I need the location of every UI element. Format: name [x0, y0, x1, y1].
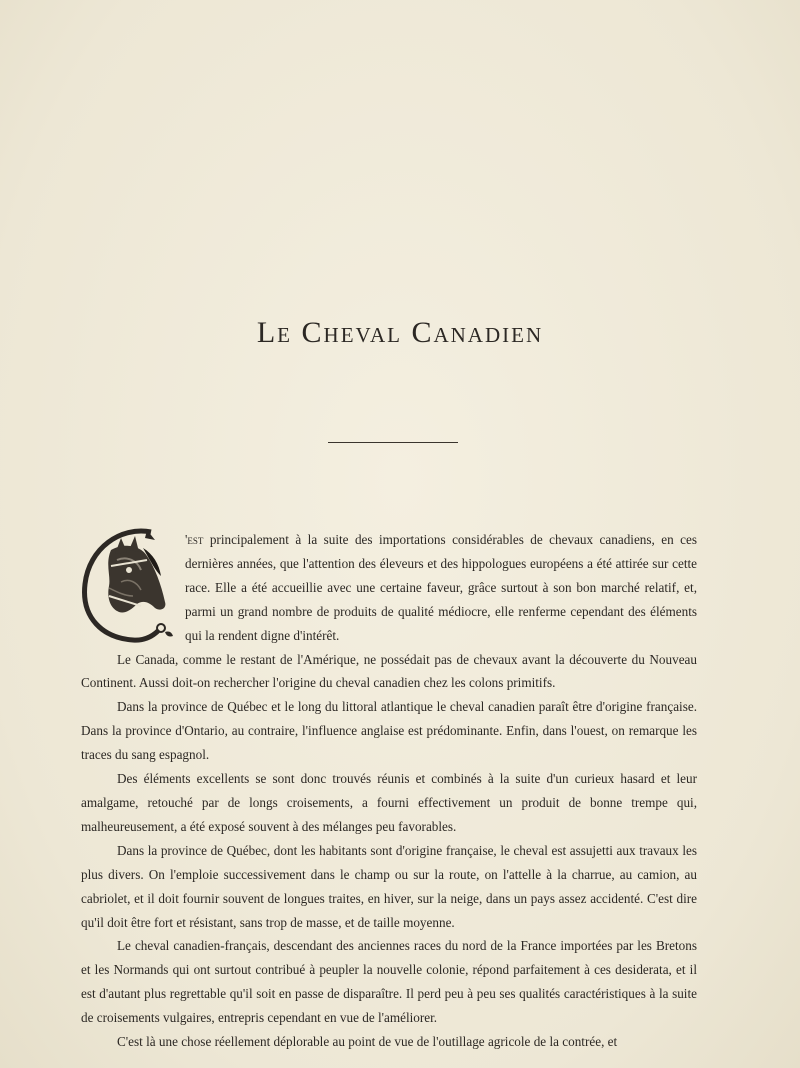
paragraph-4: Des éléments excellents se sont donc trouvés réunis et combinés à la suite d'un curieux hasard et leur amalgame, retouché par de longs croisements, a fourni effectivement un produit de bonne trempe qui, malheureusement, a été exposé souvent à des mélanges peu favorables.	[81, 771, 697, 834]
paragraph-7: C'est là une chose réellement déplorable au point de vue de l'outillage agricole de la contrée, et	[117, 1034, 618, 1050]
paragraph-1-text: principalement à la suite des importations considérables de chevaux canadiens, en ces dernières années, que l'attention des éleveurs et des hippologues européens a été attirée sur cette race. Elle a été accueillie avec une certaine faveur, grâce surtout à son bon marché relatif, et, parmi un grand nombre de produits de qualité médiocre, elle renferme cependant des éléments qui la rendent digne d'intérêt.	[185, 532, 697, 643]
paragraph-6: Le cheval canadien-français, descendant des anciennes races du nord de la France importées par les Bretons et les Normands qui ont surtout contribué à peupler la nouvelle colonie, répond parfaitement à ces desiderata, et il est d'autant plus regrettable qu'il soit en passe de disparaître. Il perd peu à peu ses qualités caractéristiques à la suite de croisements vulgaires, entrepris cependant en vue de l'améliorer.	[81, 938, 697, 1026]
article-body	[81, 528, 697, 1054]
paragraph-5: Dans la province de Québec, dont les habitants sont d'origine française, le cheval est assujetti aux travaux les plus divers. On l'emploie successivement dans le champ ou sur la route, on l'attelle à la charrue, au camion, au cabriolet, et il doit fournir souvent de longues traites, en hiver, sur la neige, dans un pays assez accidenté. C'est dire qu'il doit être fort et résistant, sans trop de masse, et de taille moyenne.	[81, 842, 697, 930]
horse-head-dropcap-icon	[81, 526, 181, 644]
paragraph-2: Le Canada, comme le restant de l'Amérique, ne possédait pas de chevaux avant la découverte du Nouveau Continent. Aussi doit-on rechercher l'origine du cheval canadien chez les colons primitifs.	[81, 651, 697, 691]
page-title: Le Cheval Canadien	[256, 316, 544, 349]
title-divider	[328, 442, 458, 443]
paragraph-1	[81, 528, 697, 648]
opening-word: 'est	[185, 532, 204, 547]
paragraph-3: Dans la province de Québec et le long du littoral atlantique le cheval canadien paraît être d'origine française. Dans la province d'Ontario, au contraire, l'influence anglaise est prédominante. Enfin, dans l'ouest, on remarque les traces du sang espagnol.	[81, 699, 697, 763]
